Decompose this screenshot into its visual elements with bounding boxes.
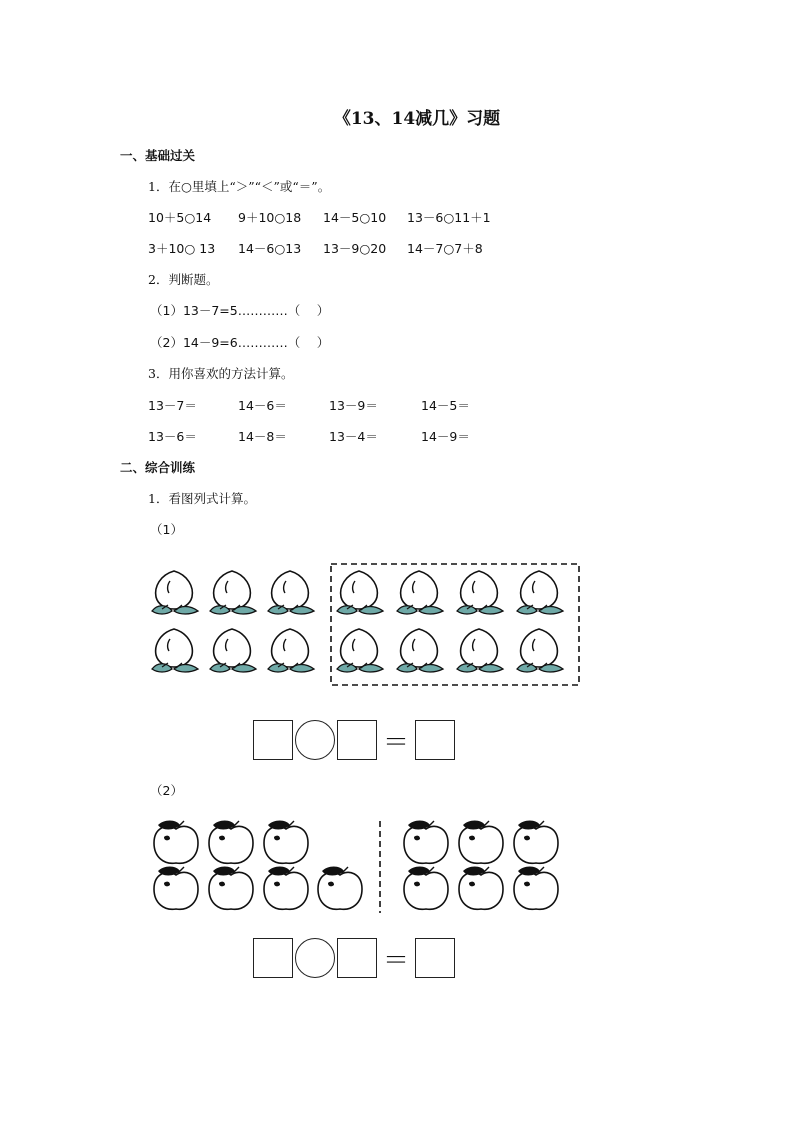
apple <box>264 867 308 910</box>
apple <box>514 821 558 864</box>
peach <box>210 629 256 672</box>
operator-circle[interactable] <box>295 720 335 760</box>
peach <box>268 571 314 614</box>
peach <box>517 571 563 614</box>
peach <box>517 629 563 672</box>
calc-item: 13－9＝ <box>329 398 378 413</box>
apple <box>264 821 308 864</box>
s2-q1-prompt: 1．看图列式计算。 <box>148 491 256 506</box>
part2-label: （2） <box>150 783 183 798</box>
compare-item: 14－6○13 <box>238 241 302 256</box>
calc-item: 14－8＝ <box>238 429 287 444</box>
answer-box[interactable] <box>337 720 377 760</box>
calc-item: 13－6＝ <box>148 429 197 444</box>
calc-item: 14－6＝ <box>238 398 287 413</box>
compare-item: 13－6○11＋1 <box>407 210 491 225</box>
section2-heading: 二、综合训练 <box>120 460 196 475</box>
calc-item: 13－4＝ <box>329 429 378 444</box>
apple <box>459 867 503 910</box>
apple <box>209 867 253 910</box>
peach <box>337 571 383 614</box>
apple <box>459 821 503 864</box>
peach <box>337 629 383 672</box>
answer-box[interactable] <box>253 720 293 760</box>
apple <box>514 867 558 910</box>
answer-box[interactable] <box>337 938 377 978</box>
apple <box>209 821 253 864</box>
answer-box[interactable] <box>253 938 293 978</box>
apple <box>318 867 362 910</box>
q2-prompt: 2．判断题。 <box>148 272 219 287</box>
apple-illustration <box>148 815 578 915</box>
equation-template-2 <box>253 938 455 978</box>
judge-item: （2）14－9=6…………（ ） <box>150 335 330 350</box>
calc-item: 13－7＝ <box>148 398 197 413</box>
q3-prompt: 3．用你喜欢的方法计算。 <box>148 366 294 381</box>
equation-template-1 <box>253 720 455 760</box>
compare-item: 3＋10○ 13 <box>148 241 216 256</box>
page-title: 《13、14减几》习题 <box>333 109 501 129</box>
answer-box[interactable] <box>415 720 455 760</box>
peach <box>457 571 503 614</box>
equals-sign: ＝ <box>383 727 410 758</box>
q1-prompt: 1．在○里填上“＞”“＜”或“＝”。 <box>148 179 331 194</box>
peach <box>457 629 503 672</box>
apple <box>404 867 448 910</box>
peach <box>268 629 314 672</box>
apple <box>404 821 448 864</box>
compare-item: 9＋10○18 <box>238 210 302 225</box>
answer-box[interactable] <box>415 938 455 978</box>
compare-item: 14－5○10 <box>323 210 387 225</box>
peach <box>210 571 256 614</box>
peach <box>397 629 443 672</box>
compare-item: 10＋5○14 <box>148 210 212 225</box>
part1-label: （1） <box>150 522 183 537</box>
operator-circle[interactable] <box>295 938 335 978</box>
section1-heading: 一、基础过关 <box>120 148 196 163</box>
peach <box>152 571 198 614</box>
calc-item: 14－5＝ <box>421 398 470 413</box>
apple <box>154 867 198 910</box>
judge-item: （1）13－7=5…………（ ） <box>150 303 330 318</box>
apple <box>154 821 198 864</box>
equals-sign: ＝ <box>383 945 410 976</box>
peach-illustration <box>148 560 588 690</box>
peach <box>152 629 198 672</box>
compare-item: 13－9○20 <box>323 241 387 256</box>
compare-item: 14－7○7＋8 <box>407 241 483 256</box>
calc-item: 14－9＝ <box>421 429 470 444</box>
peach <box>397 571 443 614</box>
